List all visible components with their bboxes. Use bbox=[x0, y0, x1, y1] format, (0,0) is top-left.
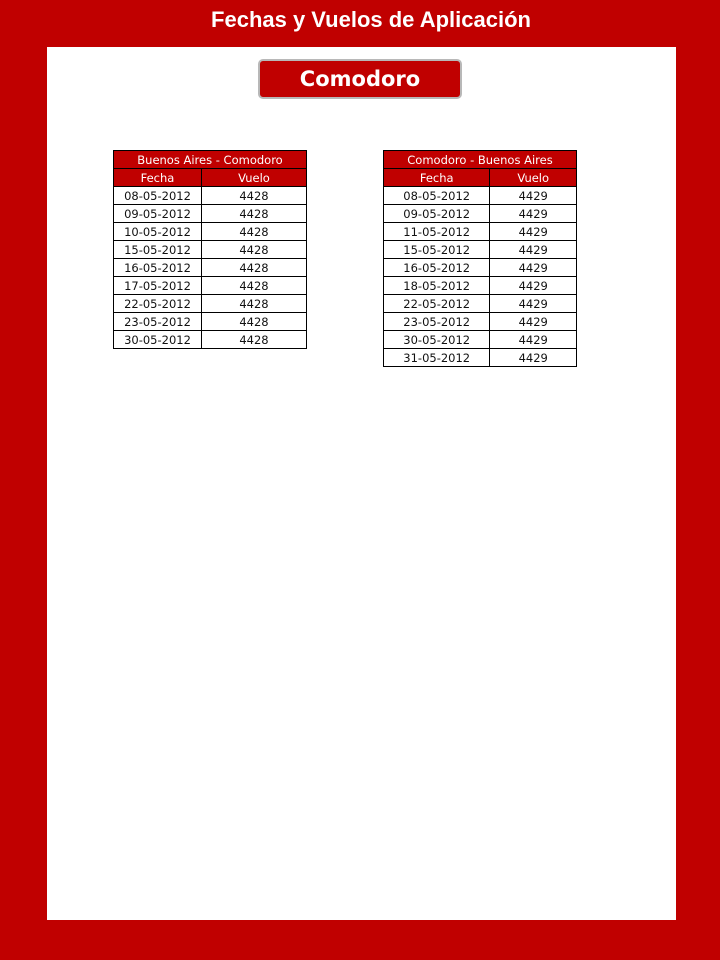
table-row bbox=[384, 259, 577, 277]
table-row bbox=[114, 223, 307, 241]
column-header-vuelo: Vuelo bbox=[202, 169, 307, 187]
fecha-cell: 22-05-2012 bbox=[384, 295, 490, 313]
fecha-cell: 11-05-2012 bbox=[384, 223, 490, 241]
destination-badge: Comodoro bbox=[258, 59, 462, 99]
fecha-cell: 09-05-2012 bbox=[384, 205, 490, 223]
table-row bbox=[384, 349, 577, 367]
fecha-cell: 17-05-2012 bbox=[114, 277, 202, 295]
fecha-cell: 22-05-2012 bbox=[114, 295, 202, 313]
table-row bbox=[114, 259, 307, 277]
fecha-cell: 08-05-2012 bbox=[384, 187, 490, 205]
column-header-fecha: Fecha bbox=[114, 169, 202, 187]
table-row bbox=[114, 331, 307, 349]
fecha-cell: 08-05-2012 bbox=[114, 187, 202, 205]
vuelo-cell: 4428 bbox=[202, 223, 307, 241]
fecha-cell: 30-05-2012 bbox=[114, 331, 202, 349]
table-row bbox=[384, 205, 577, 223]
vuelo-cell: 4429 bbox=[490, 277, 577, 295]
fecha-cell: 15-05-2012 bbox=[114, 241, 202, 259]
fecha-cell: 23-05-2012 bbox=[114, 313, 202, 331]
fecha-cell: 16-05-2012 bbox=[114, 259, 202, 277]
table-row bbox=[384, 187, 577, 205]
table-body bbox=[384, 187, 577, 367]
table-row bbox=[384, 241, 577, 259]
vuelo-cell: 4428 bbox=[202, 205, 307, 223]
vuelo-cell: 4428 bbox=[202, 331, 307, 349]
vuelo-cell: 4428 bbox=[202, 277, 307, 295]
table-row bbox=[384, 223, 577, 241]
vuelo-cell: 4428 bbox=[202, 295, 307, 313]
flights-table-outbound bbox=[113, 150, 307, 349]
vuelo-cell: 4429 bbox=[490, 331, 577, 349]
vuelo-cell: 4429 bbox=[490, 295, 577, 313]
vuelo-cell: 4429 bbox=[490, 223, 577, 241]
table-row bbox=[384, 277, 577, 295]
column-header-vuelo: Vuelo bbox=[490, 169, 577, 187]
vuelo-cell: 4429 bbox=[490, 259, 577, 277]
column-header-fecha: Fecha bbox=[384, 169, 490, 187]
vuelo-cell: 4429 bbox=[490, 313, 577, 331]
table-row bbox=[114, 277, 307, 295]
fecha-cell: 09-05-2012 bbox=[114, 205, 202, 223]
table-row bbox=[384, 295, 577, 313]
table-row bbox=[114, 205, 307, 223]
flights-table-return bbox=[383, 150, 577, 367]
table-row bbox=[384, 331, 577, 349]
table-title: Buenos Aires - Comodoro bbox=[114, 151, 307, 169]
vuelo-cell: 4428 bbox=[202, 313, 307, 331]
fecha-cell: 16-05-2012 bbox=[384, 259, 490, 277]
vuelo-cell: 4428 bbox=[202, 259, 307, 277]
page-title: Fechas y Vuelos de Aplicación bbox=[211, 7, 531, 32]
vuelo-cell: 4428 bbox=[202, 241, 307, 259]
table-row bbox=[114, 241, 307, 259]
vuelo-cell: 4429 bbox=[490, 187, 577, 205]
vuelo-cell: 4429 bbox=[490, 349, 577, 367]
table-row bbox=[114, 187, 307, 205]
table-row bbox=[114, 313, 307, 331]
table-title: Comodoro - Buenos Aires bbox=[384, 151, 577, 169]
vuelo-cell: 4429 bbox=[490, 205, 577, 223]
table-body bbox=[114, 187, 307, 349]
fecha-cell: 18-05-2012 bbox=[384, 277, 490, 295]
fecha-cell: 31-05-2012 bbox=[384, 349, 490, 367]
table-row bbox=[114, 295, 307, 313]
vuelo-cell: 4429 bbox=[490, 241, 577, 259]
fecha-cell: 30-05-2012 bbox=[384, 331, 490, 349]
table-row bbox=[384, 313, 577, 331]
fecha-cell: 10-05-2012 bbox=[114, 223, 202, 241]
fecha-cell: 15-05-2012 bbox=[384, 241, 490, 259]
fecha-cell: 23-05-2012 bbox=[384, 313, 490, 331]
vuelo-cell: 4428 bbox=[202, 187, 307, 205]
